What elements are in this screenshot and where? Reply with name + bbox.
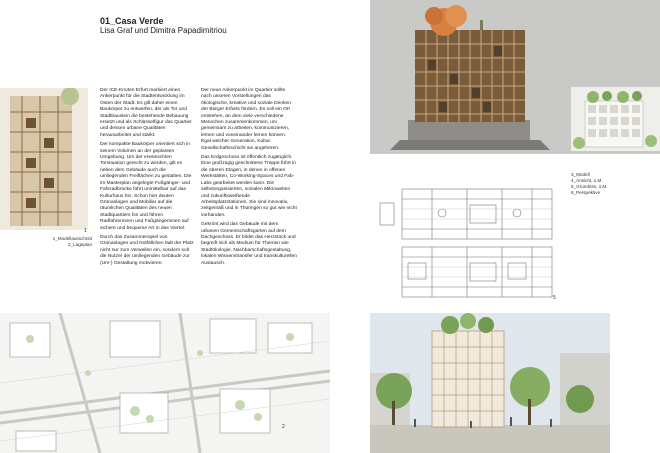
paragraph: Der ICE-Knoten Erfurt markiert einen Ankerpunkt für die Stadtentwicklung im Osten der Stadt. Es gilt daher einen Baukörper zu entwerfen, der als Tor und Stadtbaustein die bestehende Bebauung ersetzt und als Schlüsselfigur das Quartier und dessen urbane Qualitäten herausarbeitet und stärkt. bbox=[100, 88, 192, 138]
model-detail-photo bbox=[0, 88, 88, 230]
perspective-render bbox=[370, 313, 610, 453]
paragraph: Der kompakte Baukörper orientiert sich in seinem Volumen an der geplanten Umgebung. Um der erwünschten Torsituation gerecht zu werden, gilt es neben dem Gebäude auch die umliegenden Freiflächen zu gestalten. Die im Masterplan angelegte Fußgänger- und Fahrradbrücke führt unmittelbar auf das Kulturhaus hin. Schon hier deuten Grünanlagen und Mobiliar auf die räumlichen Qualitäten des neuen Stadtquartiers hin und führen Radfahrerinnen und Fußgängerinnen auf sichere und bequeme Art in das Viertel. bbox=[100, 142, 192, 231]
figure-number-1: 1 bbox=[84, 228, 87, 234]
caption-right bbox=[571, 172, 649, 196]
paragraph: Der neue Ankerpunkt im Quartier sollte nach unseren Vorstellungen das ökologische, kreative und soziale Denken der Bürger Erfurts fördern. Es soll ein Ort entstehen, an dem viele verschiedene Menschen zusammenkommen, um gemeinsam zu arbeiten, kommunizieren, lernen und voneinander lernen können. Egal welcher Generation, Kultur, Gesellschaftsschicht sie angehören. bbox=[201, 88, 291, 151]
caption-item: 6_Perspektive bbox=[571, 190, 601, 195]
paragraph: Das Erdgeschoss ist öffentlich zugänglich. Eine großzügig geschnittene Treppe führt in die oberen Etagen, in denen in offenen Werkstätten, Co-Working-Spaces und Fab-Labs gearbeitet werden kann. Die selbstorganisierten, sozialen Mikrowelten und zukunftsweißende Arbeitsplatzstationen. Sie sind innovativ, zeitgemäß und in Thüringen so gut wie nicht vorhanden. bbox=[201, 155, 297, 218]
body-text-column-1 bbox=[100, 88, 194, 270]
figure-number-5: 5 bbox=[553, 295, 556, 301]
figure-number-2: 2 bbox=[282, 424, 285, 430]
floor-plans bbox=[372, 185, 562, 301]
caption-left bbox=[8, 236, 92, 248]
authors: Lisa Graf und Dimitra Papadimitriou bbox=[100, 26, 227, 35]
page-title: 01_Casa Verde bbox=[100, 16, 164, 26]
body-text-column-2 bbox=[201, 88, 297, 270]
paragraph: Gekrönt wird das Gebäude mit dem urbanen Gemeinschaftsgarten auf dem Dachgeschoss. Er bildet das Herzstück und begreift sich als Medium für Themen wie Stadtökologie, Nachbarschaftsgestaltung, lokalen Wissenstransfer und transkulturellen Austausch. bbox=[201, 222, 297, 266]
caption-item: 3_Modell bbox=[571, 172, 590, 177]
caption-item: 1_Modellausschnitt bbox=[52, 236, 92, 241]
caption-item: 4_Ansicht, o.M. bbox=[571, 178, 603, 183]
caption-item: 2_Lageplan bbox=[67, 242, 92, 247]
site-plan bbox=[0, 313, 330, 453]
paragraph: Durch das Zusammenspiel von Grünanlagen und Notfällchen lädt der Platz nicht nur zum Verweilen ein, sondern soll die Nutzer der umliegenden Gebäude zur (Um-) Gestaltung motivieren. bbox=[100, 234, 194, 266]
caption-item: 5_Grundriss, o.M. bbox=[571, 184, 608, 189]
elevation-photo bbox=[571, 87, 660, 151]
